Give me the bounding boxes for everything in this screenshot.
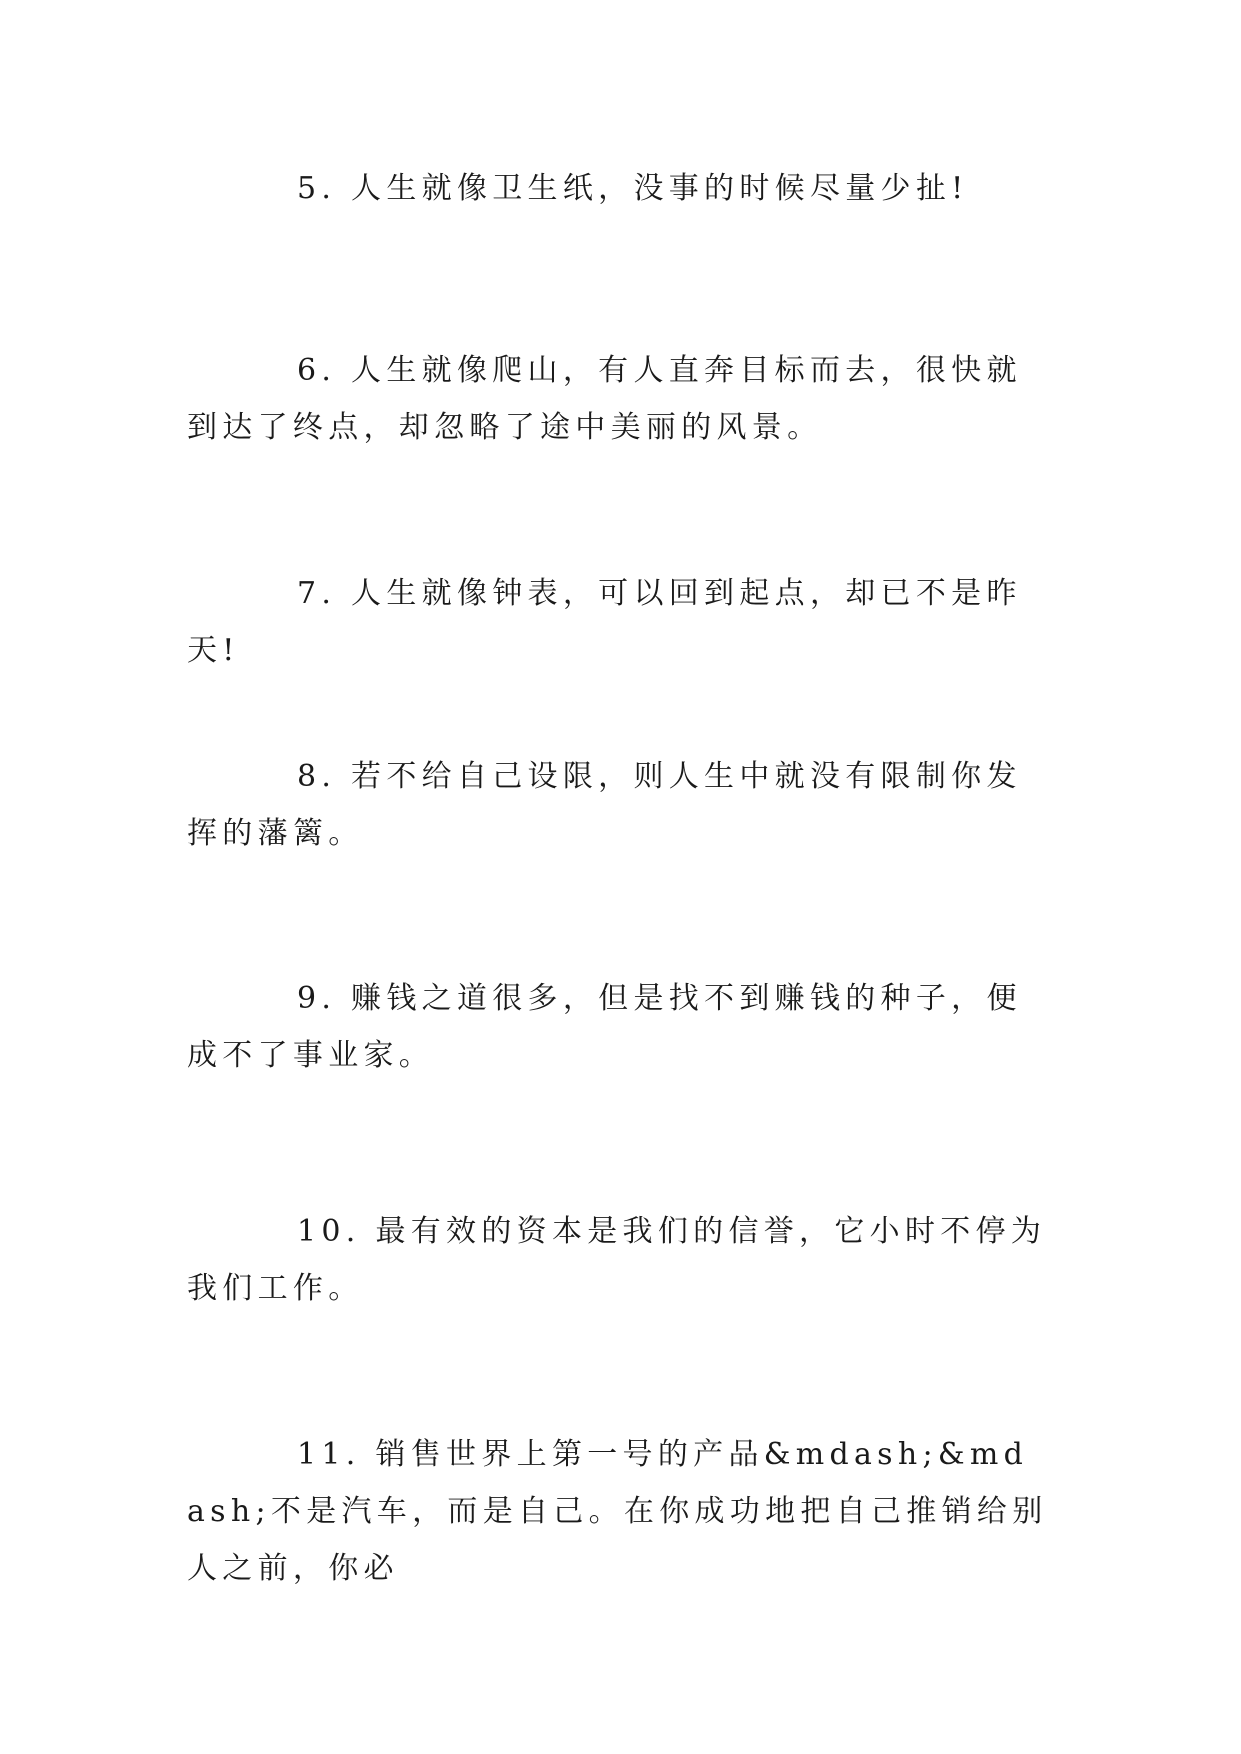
quote-paragraph-5: 5. 人生就像卫生纸，没事的时候尽量少扯!	[297, 171, 969, 206]
quote-paragraph-7: 7. 人生就像钟表，可以回到起点，却已不是昨天!	[187, 576, 1022, 668]
quote-paragraph-10: 10. 最有效的资本是我们的信誉，它小时不停为我们工作。	[187, 1214, 1047, 1306]
quote-paragraph-8: 8. 若不给自己设限，则人生中就没有限制你发挥的藩篱。	[187, 759, 1022, 851]
quote-paragraph-9: 9. 赚钱之道很多，但是找不到赚钱的种子，便成不了事业家。	[187, 981, 1022, 1073]
quote-paragraph-6: 6. 人生就像爬山，有人直奔目标而去，很快就到达了终点，却忽略了途中美丽的风景。	[187, 353, 1022, 445]
quote-paragraph-11: 11. 销售世界上第一号的产品&mdash;&mdash;不是汽车，而是自己。在你成功地把自己推销给别人之前，你必	[187, 1437, 1048, 1586]
